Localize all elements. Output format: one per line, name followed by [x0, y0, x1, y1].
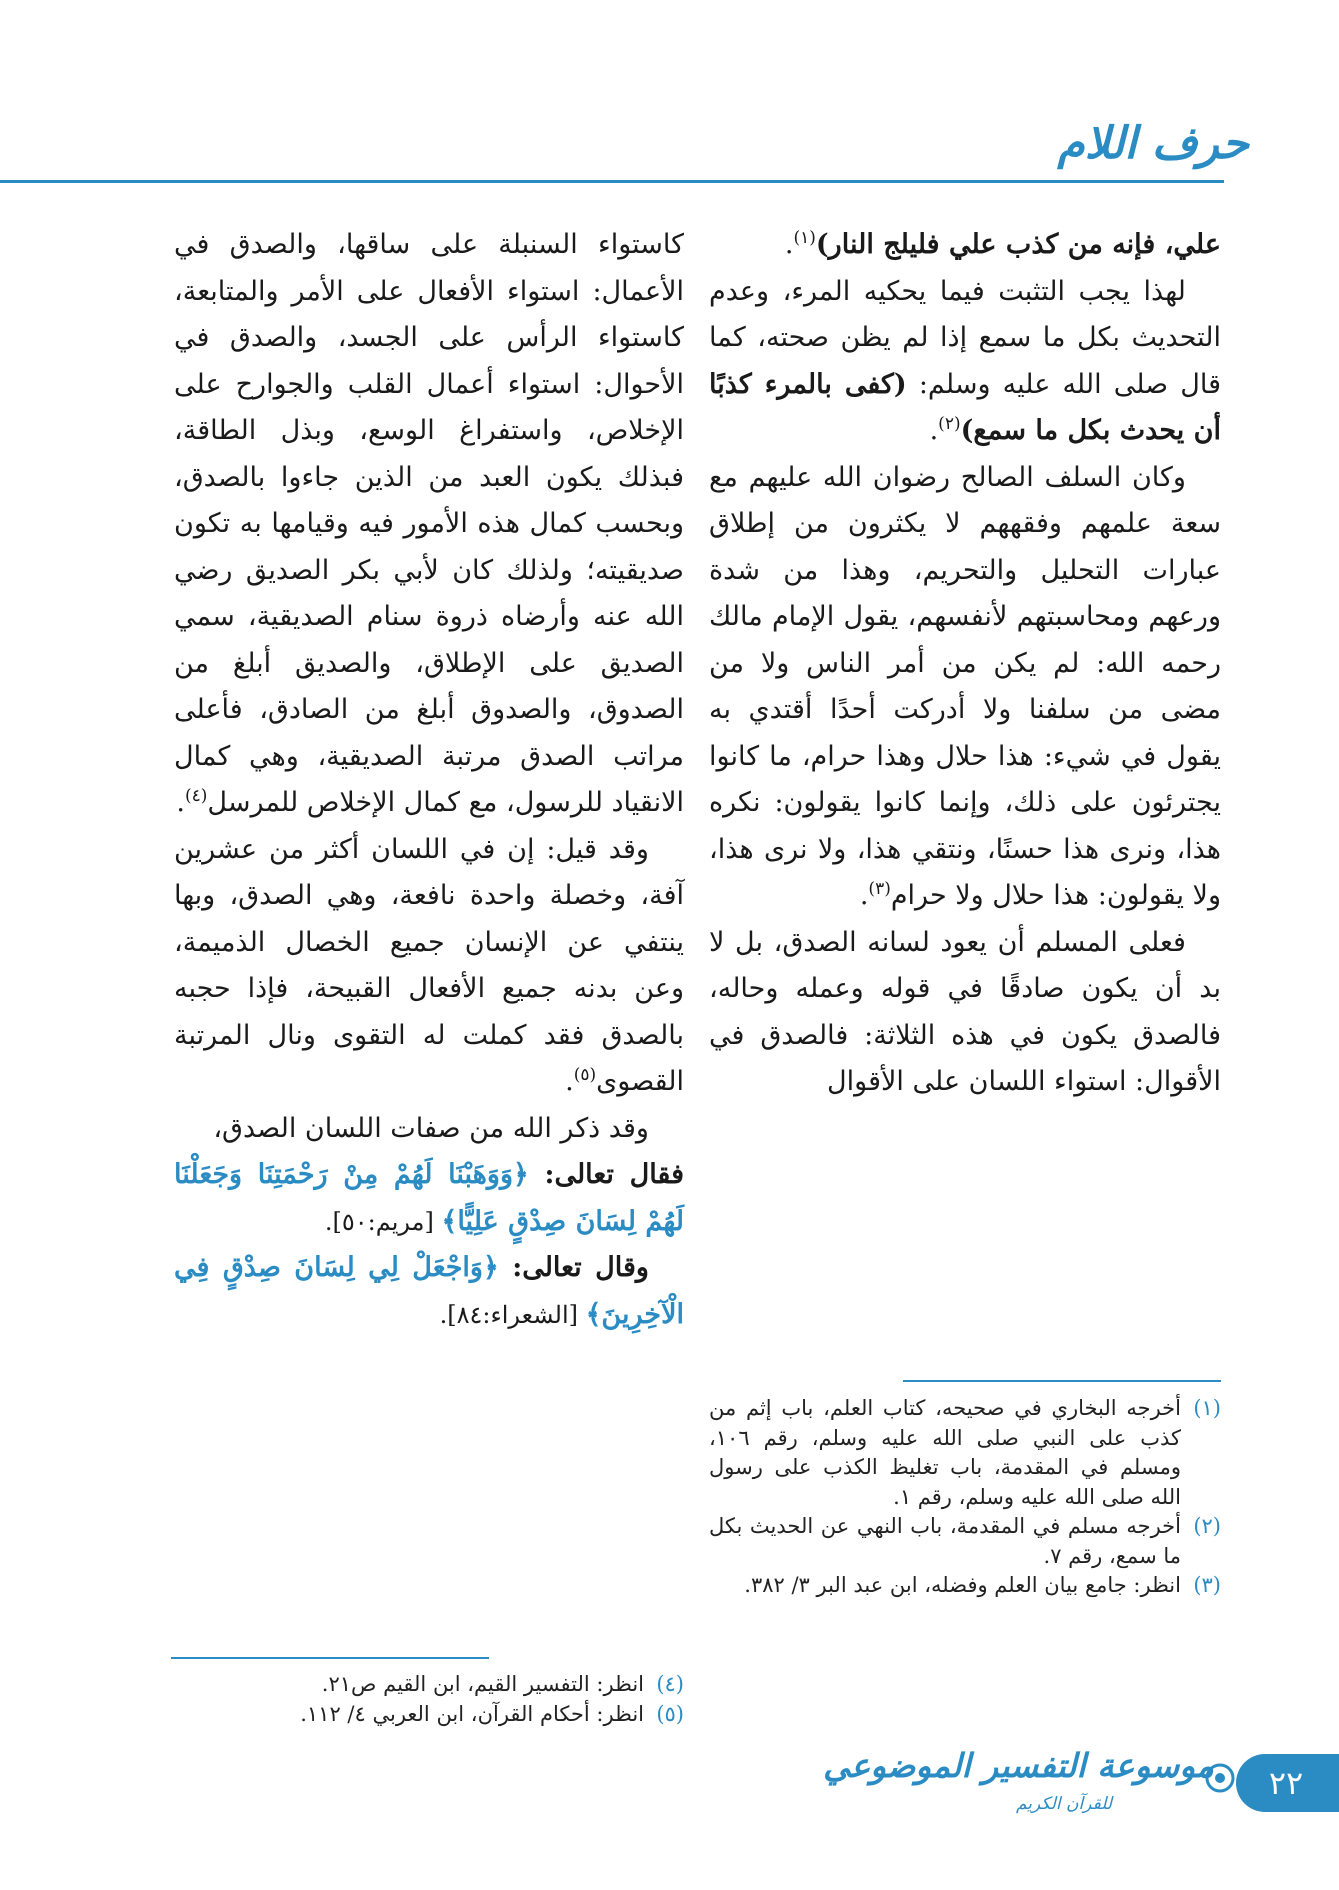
footnote-number: (٤) — [656, 1672, 684, 1696]
paragraph — [174, 1106, 684, 1153]
quote-lead: وقال تعالى: — [498, 1252, 649, 1283]
paragraph-text: وقد ذكر الله من صفات اللسان الصدق، — [213, 1112, 649, 1144]
hadith-quote: علي، فإنه من كذب علي فليلج النار) — [815, 229, 1221, 260]
footnote-number: (١) — [1193, 1396, 1221, 1420]
footnote — [709, 1394, 1221, 1512]
footnote — [709, 1571, 1221, 1601]
hadith-quote: (كفى بالمرء كذبًا أن يحدث بكل ما سمع) — [709, 368, 1221, 446]
header-divider — [0, 180, 1224, 183]
paragraph — [709, 269, 1221, 455]
footnote-ref[interactable]: (٣) — [868, 879, 891, 899]
footnote — [709, 1512, 1221, 1571]
right-text-column — [709, 222, 1221, 1106]
quote-lead: فقال تعالى: — [528, 1159, 684, 1190]
period: . — [859, 880, 869, 911]
footnote-text: أخرجه البخاري في صحيحه، كتاب العلم، باب إثم من كذب على النبي صلى الله عليه وسلم، رقم ١٠٦، ومسلم في المقدمة، باب تغليظ الكذب على رسول الله صلى الله عليه وسلم، رقم ١. — [709, 1396, 1181, 1509]
period: . — [929, 415, 939, 446]
footnotes-right — [709, 1394, 1221, 1601]
chapter-title: حرف اللام — [1057, 118, 1249, 169]
paragraph — [174, 1152, 684, 1245]
quran-verse: ﴿وَوَهَبْنَا لَهُمْ مِنْ رَحْمَتِنَا وَجَعَلْنَا لَهُمْ لِسَانَ صِدْقٍ عَلِيًّا﴾ — [174, 1159, 684, 1237]
footnote-text: انظر: جامع بيان العلم وفضله، ابن عبد البر ٣/ ٣٨٢. — [744, 1573, 1181, 1597]
paragraph — [174, 1245, 684, 1338]
footnotes-left — [174, 1670, 684, 1729]
paragraph-text: وقد قيل: إن في اللسان أكثر من عشرين آفة، وخصلة واحدة نافعة، وهي الصدق، وبها ينتفي عن الإنسان جميع الخصال الذميمة، وعن بدنه جميع الأفعال القبيحة، فإذا حجبه بالصدق فقد كملت له التقوى ونال المرتبة القصوى — [174, 833, 684, 1097]
footnote-ref[interactable]: (١) — [793, 228, 816, 248]
paragraph-text: فعلى المسلم أن يعود لسانه الصدق، بل لا بد أن يكون صادقًا في قوله وعمله وحاله، فالصدق يكون في هذه الثلاثة: فالصدق في الأقوال: استواء اللسان على الأقوال — [709, 926, 1221, 1097]
logo-subtitle: للقرآن الكريم — [1015, 1794, 1113, 1814]
footnote-divider — [171, 1657, 489, 1659]
verse-reference: [الشعراء:٨٤]. — [439, 1300, 586, 1329]
paragraph-text: كاستواء السنبلة على ساقها، والصدق في الأعمال: استواء الأفعال على الأمر والمتابعة، كاستواء الرأس على الجسد، والصدق في الأحوال: استواء أعمال القلب والجوارح على الإخلاص، واستفراغ الوسع، وبذل الطاقة، فبذلك يكون العبد من الذين جاءوا بالصدق، وبحسب كمال هذه الأمور فيه وقيامها به تكون صديقيته؛ ولذلك كان لأبي بكر الصديق رضي الله عنه وأرضاه ذروة سنام الصديقية، سمي الصديق على الإطلاق، والصديق أبلغ من الصدوق، والصدوق أبلغ من الصادق، فأعلى مراتب الصدق مرتبة الصديقية، وهي كمال الانقياد للرسول، مع كمال الإخلاص للمرسل — [174, 229, 684, 818]
footnote-number: (٥) — [656, 1701, 684, 1726]
footnote — [174, 1670, 684, 1700]
paragraph — [174, 222, 684, 827]
footnote-text: انظر: التفسير القيم، ابن القيم ص٢١. — [321, 1672, 644, 1696]
ornament-icon — [1200, 1758, 1240, 1798]
footnote-text: أخرجه مسلم في المقدمة، باب النهي عن الحديث بكل ما سمع، رقم ٧. — [709, 1514, 1181, 1568]
quran-verse: ﴿وَاجْعَلْ لِي لِسَانَ صِدْقٍ فِي الْآخِرِينَ﴾ — [174, 1252, 684, 1330]
paragraph-text: لهذا يجب التثبت فيما يحكيه المرء، وعدم التحديث بكل ما سمع إذا لم يظن صحته، كما قال صلى الله عليه وسلم: — [709, 275, 1222, 400]
paragraph-text: وكان السلف الصالح رضوان الله عليهم مع سعة علمهم وفقههم لا يكثرون من إطلاق عبارات التحليل والتحريم، وهذا من شدة ورعهم ومحاسبتهم لأنفسهم، يقول الإمام مالك رحمه الله: لم يكن من أمر الناس ولا من مضى من سلفنا ولا أدركت أحدًا أقتدي به يقول في شيء: هذا حلال وهذا حرام، ما كانوا يجترئون على ذلك، وإنما كانوا يقولون: نكره هذا، ونرى هذا حسنًا، ونتقي هذا، ولا نرى هذا، ولا يقولون: هذا حلال ولا حرام — [709, 461, 1221, 911]
period: . — [784, 229, 794, 260]
left-text-column — [174, 222, 684, 1338]
paragraph — [709, 222, 1221, 269]
encyclopedia-logo — [823, 1740, 1214, 1832]
paragraph — [709, 920, 1221, 1106]
footnote-ref[interactable]: (٢) — [938, 414, 961, 434]
page-number: ٢٢ — [1268, 1764, 1304, 1802]
logo-title: موسوعة التفسير الموضوعي — [823, 1746, 1214, 1785]
footnote-ref[interactable]: (٤) — [185, 786, 208, 806]
footnote-divider — [903, 1380, 1221, 1382]
period: . — [176, 787, 185, 818]
footnote-number: (٢) — [1193, 1514, 1221, 1538]
footnote — [174, 1700, 684, 1730]
footnote-number: (٣) — [1193, 1573, 1221, 1597]
paragraph — [174, 827, 684, 1106]
verse-reference: [مريم:٥٠]. — [324, 1207, 442, 1236]
period: . — [565, 1066, 574, 1097]
footnote-text: انظر: أحكام القرآن، ابن العربي ٤/ ١١٢. — [300, 1701, 644, 1726]
footnote-ref[interactable]: (٥) — [573, 1065, 597, 1085]
paragraph — [709, 455, 1221, 920]
